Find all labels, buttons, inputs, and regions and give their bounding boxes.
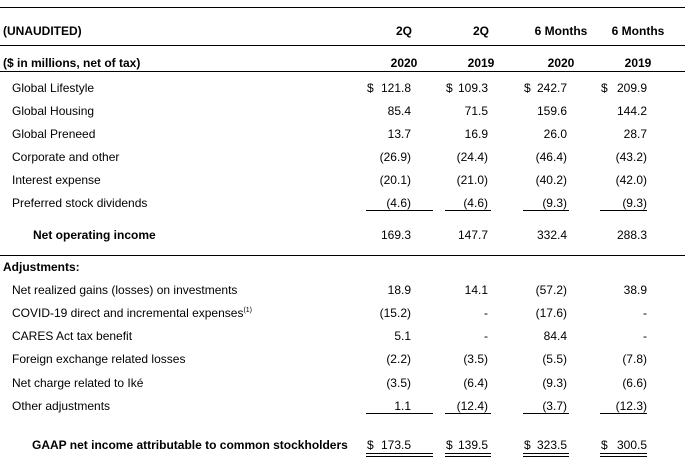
subtotal-rule-1 — [366, 210, 433, 211]
cell: 139.5 — [457, 438, 488, 452]
table-row — [0, 398, 685, 414]
adjustment-rule-4 — [600, 413, 647, 414]
adjustment-rule-1 — [366, 413, 433, 414]
cell: (4.6) — [463, 196, 488, 210]
table-row — [0, 305, 685, 321]
gaap-net-income-row — [0, 437, 685, 453]
col-year-2: 2019 — [467, 56, 495, 70]
cell: (6.4) — [463, 376, 488, 390]
cell: (3.5) — [386, 376, 411, 390]
top-rule — [0, 7, 685, 8]
cell: 332.4 — [536, 228, 567, 242]
cell: 144.2 — [616, 104, 647, 118]
cell: (24.4) — [456, 150, 488, 164]
adjustment-rule-3 — [523, 413, 569, 414]
cell: (21.0) — [456, 173, 488, 187]
cell: (17.6) — [535, 306, 567, 320]
subtotal-rule-3 — [523, 210, 569, 211]
total-rule-2a — [445, 453, 491, 454]
cell: (3.7) — [542, 399, 567, 413]
col-period-1: 2Q — [395, 24, 412, 38]
row-label: Preferred stock dividends — [12, 196, 148, 210]
col-year-1: 2020 — [390, 56, 418, 70]
col-period-4: 6 Months — [611, 24, 665, 38]
total-rule-4b — [600, 456, 647, 457]
row-label: GAAP net income attributable to common stockholders — [32, 438, 348, 452]
row-label: Net charge related to Iké — [12, 376, 144, 390]
row-label: Global Lifestyle — [12, 81, 95, 95]
cell: 169.3 — [380, 228, 411, 242]
row-label: Global Housing — [12, 104, 95, 118]
cell: (3.5) — [463, 352, 488, 366]
row-label: Corporate and other — [12, 150, 120, 164]
cell: - — [484, 306, 488, 320]
table-row — [0, 172, 685, 188]
table-row — [0, 375, 685, 391]
dollar-sign: $ — [367, 81, 374, 95]
total-rule-3b — [523, 456, 569, 457]
cell: (40.2) — [535, 173, 567, 187]
cell: 323.5 — [536, 438, 567, 452]
cell: (12.3) — [615, 399, 647, 413]
cell: 28.7 — [623, 127, 647, 141]
cell: (57.2) — [535, 283, 567, 297]
table-row — [0, 328, 685, 344]
units-label: ($ in millions, net of tax) — [3, 56, 141, 70]
cell: 300.5 — [616, 438, 647, 452]
cell: (9.3) — [622, 196, 647, 210]
table-row — [0, 80, 685, 96]
cell: (9.3) — [542, 376, 567, 390]
cell: 71.5 — [464, 104, 488, 118]
section-rule — [0, 255, 685, 256]
cell: 173.5 — [380, 438, 411, 452]
cell: (26.9) — [379, 150, 411, 164]
row-label: Interest expense — [12, 173, 101, 187]
table-row — [0, 195, 685, 211]
col-year-4: 2019 — [624, 56, 652, 70]
table-row — [0, 126, 685, 142]
table-row — [0, 149, 685, 165]
cell: - — [643, 306, 647, 320]
cell: 14.1 — [464, 283, 488, 297]
header-rule-2 — [0, 71, 685, 72]
cell: (9.3) — [542, 196, 567, 210]
adjustments-heading — [0, 259, 685, 275]
cell: (42.0) — [615, 173, 647, 187]
subtotal-rule-4 — [600, 210, 647, 211]
cell: (6.6) — [622, 376, 647, 390]
section-title: Adjustments: — [3, 260, 80, 274]
row-label: Net realized gains (losses) on investments — [12, 283, 238, 297]
dollar-sign: $ — [367, 438, 374, 452]
col-period-3: 6 Months — [534, 24, 588, 38]
cell: (46.4) — [535, 150, 567, 164]
cell: (15.2) — [379, 306, 411, 320]
row-label: Net operating income — [33, 228, 156, 242]
row-label: Global Preneed — [12, 127, 96, 141]
cell: 38.9 — [623, 283, 647, 297]
table-row — [0, 103, 685, 119]
cell: 147.7 — [457, 228, 488, 242]
total-rule-1b — [366, 456, 433, 457]
dollar-sign: $ — [601, 81, 608, 95]
cell: 121.8 — [380, 81, 411, 95]
row-label: Foreign exchange related losses — [12, 352, 186, 366]
row-label: Other adjustments — [12, 399, 111, 413]
cell: 242.7 — [536, 81, 567, 95]
row-label: CARES Act tax benefit — [12, 329, 133, 343]
col-year-3: 2020 — [547, 56, 575, 70]
cell: 209.9 — [616, 81, 647, 95]
cell: (5.5) — [542, 352, 567, 366]
cell: 18.9 — [387, 283, 411, 297]
table-row — [0, 351, 685, 367]
dollar-sign: $ — [524, 438, 531, 452]
cell: (2.2) — [386, 352, 411, 366]
cell: - — [484, 329, 488, 343]
cell: 1.1 — [394, 399, 411, 413]
cell: (4.6) — [386, 196, 411, 210]
header-rule-1 — [0, 45, 685, 46]
total-rule-3a — [523, 453, 569, 454]
adjustment-rule-2 — [445, 413, 491, 414]
cell: 159.6 — [536, 104, 567, 118]
dollar-sign: $ — [446, 438, 453, 452]
col-period-2: 2Q — [472, 24, 489, 38]
cell: - — [643, 329, 647, 343]
cell: (12.4) — [456, 399, 488, 413]
dollar-sign: $ — [601, 438, 608, 452]
cell: 109.3 — [457, 81, 488, 95]
cell: (43.2) — [615, 150, 647, 164]
cell: 84.4 — [543, 329, 567, 343]
cell: 13.7 — [387, 127, 411, 141]
total-rule-4a — [600, 453, 647, 454]
cell: 85.4 — [387, 104, 411, 118]
total-rule-2b — [445, 456, 491, 457]
cell: 5.1 — [394, 329, 411, 343]
dollar-sign: $ — [524, 81, 531, 95]
dollar-sign: $ — [446, 81, 453, 95]
cell: (7.8) — [622, 352, 647, 366]
row-label — [12, 305, 252, 321]
cell: (20.1) — [379, 173, 411, 187]
row-label-text: COVID-19 direct and incremental expenses — [12, 306, 244, 320]
subtotal-rule-2 — [445, 210, 491, 211]
table-row — [0, 282, 685, 298]
total-rule-1a — [366, 453, 433, 454]
footnote-marker: (1) — [243, 307, 253, 314]
cell: 16.9 — [464, 127, 488, 141]
cell: 26.0 — [543, 127, 567, 141]
cell: 288.3 — [616, 228, 647, 242]
unaudited-label: (UNAUDITED) — [3, 24, 82, 38]
net-operating-income-row — [0, 227, 685, 243]
